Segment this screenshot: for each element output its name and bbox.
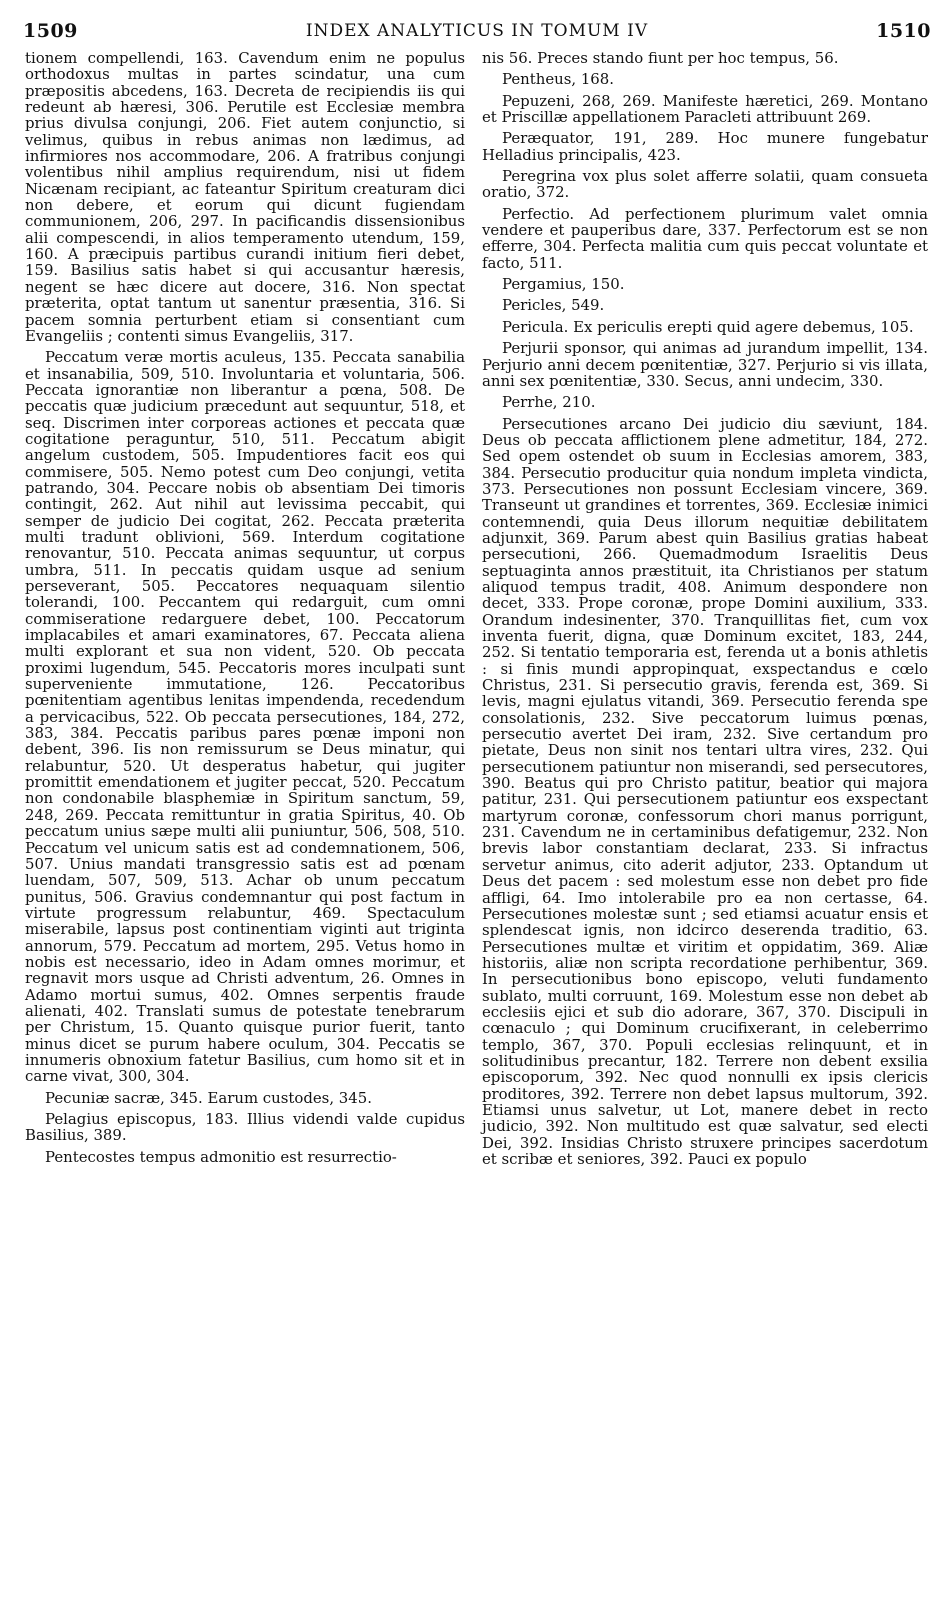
right-column (482, 50, 928, 1167)
index-entry: Peccatum veræ mortis aculeus, 135. Peccata sanabilia et insanabilia, 509, 510. Involuntaria et voluntaria, 506. Peccata ignorantiæ non liberantur a pœna, 508. De peccatis quæ judicium præcedunt aut sequuntur, 518, et seq. Discrimen inter corporeas actiones et peccata quæ cogitatione peraguntur, 510, 511. Peccatum abigit angelum custodem, 505. Impudentiores facit eos qui commisere, 505. Nemo potest cum Deo conjungi, vetita patrando, 304. Peccare nobis ob absentiam Dei timoris contingit, 262. Aut nihil aut levissima peccabit, qui semper de judicio Dei cogitat, 262. Peccata præterita multi tradunt oblivioni, 569. Interdum cogitatione renovantur, 510. Peccata animas sequuntur, ut corpus umbra, 511. In peccatis quidam usque ad senium perseverant, 505. Peccatores nequaquam silentio tolerandi, 100. Peccantem qui redarguit, cum omni commiseratione redarguere debet, 100. Peccatorum implacabiles et amari examinatores, 67. Peccata aliena multi explorant et sua non vident, 520. Ob peccata proximi lugendum, 545. Peccatoris mores inculpati sunt superveniente immutatione, 126. Peccatoribus pœnitentiam agentibus lenitas impendenda, recedendum a pervicacibus, 522. Ob peccata persecutiones, 184, 272, 383, 384. Peccatis paribus pares pœnæ imponi non debent, 396. Iis non remissurum se Deus minatur, qui relabuntur, 520. Ut desperatus habetur, qui jugiter promittit emendationem et jugiter peccat, 520. Peccatum non condonabile blasphemiæ in Spiritum sanctum, 59, 248, 269. Peccata remittuntur in gratia Spiritus, 40. Ob peccatum unius sæpe multi alii puniuntur, 506, 508, 510. Peccatum vel unicum satis est ad condemnationem, 506, 507. Unius mandati transgressio satis est ad pœnam luendam, 507, 509, 513. Achar ob unum peccatum punitus, 506. Gravius condemnantur qui post factum in virtute progressum relabuntur, 469. Spectaculum miserabile, lapsus post continentiam viginti aut triginta annorum, 579. Peccatum ad mortem, 295. Vetus homo in nobis est necessario, ideo in Adam omnes morimur, et regnavit mors usque ad Christi adventum, 26. Omnes in Adamo mortui sumus, 402. Omnes serpentis fraude alienati, 402. Translati sumus de potestate tenebrarum per Christum, 15. Quanto quisque purior fuerit, tanto minus dicet se purum habere oculum, 304. Peccatis se innumeris obnoxium fatetur Basilius, cum homo sit et in carne vivat, 300, 304. (25, 348, 465, 1086)
index-entry: Pecuniæ sacræ, 345. Earum custodes, 345. (45, 1088, 372, 1107)
index-entry: Pergamius, 150. (502, 275, 625, 294)
right-page-number: 1510 (876, 20, 931, 42)
index-entry: Pepuzeni, 268, 269. Manifeste hæretici, 269. Montano et Priscillæ appellationem Paracleti attribuunt 269. (482, 91, 928, 127)
index-entry: Perfectio. Ad perfectionem plurimum valet omnia vendere et pauperibus dare, 337. Perfectorum est se non efferre, 304. Perfecta malitia cum quis peccat voluntate et facto, 511. (482, 204, 928, 272)
index-entry: Perrhe, 210. (502, 393, 596, 412)
running-title: INDEX ANALYTICUS IN TOMUM IV (305, 21, 649, 41)
index-entry-continuation: nis 56. Preces stando fiunt per hoc tempus, 56. (482, 49, 839, 67)
page-header (23, 14, 931, 48)
index-entry: Pentecostes tempus admonitio est resurrectio- (45, 1147, 397, 1166)
index-entry: Pericula. Ex periculis erepti quid agere debemus, 105. (502, 317, 914, 336)
index-entry: Pentheus, 168. (502, 70, 614, 89)
index-entry-continuation: tionem compellendi, 163. Cavendum enim ne populus orthodoxus multas in partes scindatur, una cum præpositis abcedens, 163. Decreta de recipiendis iis qui redeunt ab hæresi, 306. Perutile est Ecclesiæ membra prius divulsa conjungi, 206. Fiet autem conjunctio, si velimus, quibus in rebus animas non lædimus, ad infirmiores nos accommodare, 206. A fratribus conjungi volentibus nihil amplius requirendum, nisi ut fidem Nicænam recipiant, ac fateantur Spiritum creaturam dici non debere, et eorum qui dicunt fugiendam communionem, 206, 297. In pacificandis dissensionibus alii compescendi, in alios temperamento utendum, 159, 160. A præcipuis partibus curandi initium fieri debet, 159. Basilius satis habet si qui accusantur hæresis, negent se hæc dicere aut docere, 316. Non spectat præterita, optat tantum ut sanentur præsentia, 316. Si pacem somnia perturbent etiam si consentiant cum Evangeliis ; contenti simus Evangeliis, 317. (25, 49, 465, 345)
index-entry: Perjurii sponsor, qui animas ad jurandum impellit, 134. Perjurio anni decem pœnitentiæ, 327. Perjurio si vis illata, anni sex pœnitentiæ, 330. Secus, anni undecim, 330. (482, 339, 928, 390)
index-entry: Peregrina vox plus solet afferre solatii, quam consueta oratio, 372. (482, 167, 928, 202)
index-entry: Pelagius episcopus, 183. Illius videndi valde cupidus Basilius, 389. (25, 1110, 465, 1145)
index-entry: Pericles, 549. (502, 296, 605, 315)
left-column (25, 50, 465, 1165)
index-entry: Peræquator, 191, 289. Hoc munere fungebatur Helladius principalis, 423. (482, 129, 928, 164)
left-page-number: 1509 (23, 20, 78, 42)
index-entry: Persecutiones arcano Dei judicio diu sæviunt, 184. Deus ob peccata afflictionem plene admetitur, 184, 272. Sed opem ostendet ob suum in Ecclesias amorem, 383, 384. Persecutio producitur quia nondum impleta vindicta, 373. Persecutiones non possunt Ecclesiam vincere, 369. Transeunt ut grandines et torrentes, 369. Ecclesiæ inimici contemnendi, quia Deus illorum nequitiæ debilitatem adjunxit, 369. Parum abest quin Basilius gratias habeat persecutioni, 266. Quemadmodum Israelitis Deus septuaginta annos præstituit, ita Christianos per statum aliquod tempus tradit, 408. Animum despondere non decet, 333. Prope coronæ, prope Domini auxilium, 333. Orandum indesinenter, 370. Tranquillitas fiet, cum vox inventa fuerit, digna, quæ Dominum excitet, 183, 244, 252. Si tentatio temporaria est, ferenda ut a bonis athletis : si finis mundi appropinquat, exspectandus e cœlo Christus, 231. Si persecutio gravis, ferenda est, 369. Si levis, magni ejulatus vitandi, 369. Persecutio ferenda spe consolationis, 232. Sive peccatorum luimus pœnas, persecutio avertet Dei iram, 232. Sive certandum pro pietate, Deus non sinit nos tentari ultra vires, 232. Qui persecutionem patiuntur non miserandi, sed persecutores, 390. Beatus qui pro Christo patitur, beatior qui majora patitur, 231. Qui persecutionem patiuntur eos exspectant martyrum coronæ, confessorum chori manus porrigunt, 231. Cavendum ne in certaminibus defatigemur, 232. Non brevis labor constantiam declarat, 233. Si infractus servetur animus, cito aderit adjutor, 233. Optandum ut Deus det pacem : sed molestum esse non debet pro fide affligi, 64. Imo intolerabile pro ea non certasse, 64. Persecutiones molestæ sunt ; sed etiamsi acuatur ensis et splendescat ignis, non idcirco deserenda traditio, 63. Persecutiones multæ et viritim et oppidatim, 369. Aliæ historiis, aliæ non scripta recordatione perhibentur, 369. In persecutionibus bono episcopo, veluti fundamento sublato, multi corruunt, 169. Molestum esse non debet ab ecclesiis ejici et sub dio adorare, 367, 370. Discipuli in cœnaculo ; qui Dominum crucifixerant, in celeberrimo templo, 367, 370. Populi ecclesias relinquunt, et in solitudinibus precantur, 182. Terrere non debent exsilia episcoporum, 392. Nec quod nonnulli ex ipsis clericis proditores, 392. Terrere non debet lapsus multorum, 392. Etiamsi unus salvetur, ut Lot, manere debet in recto judicio, 392. Non multitudo est quæ salvatur, sed electi Dei, 392. Insidias Christo struxere principes sacerdotum et scribæ et seniores, 392. Pauci ex populo (482, 414, 928, 1168)
